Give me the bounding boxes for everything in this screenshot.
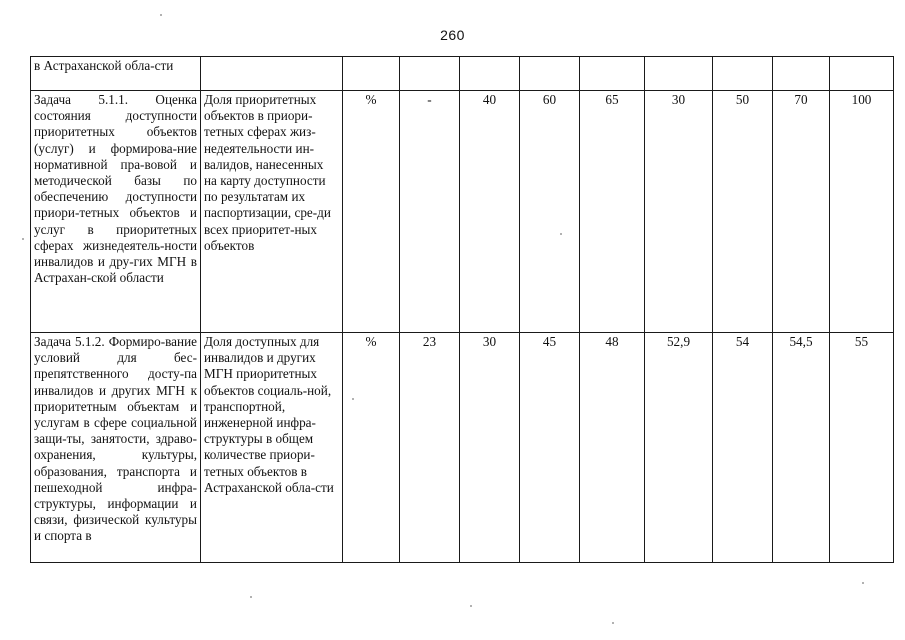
value-cell-empty	[400, 57, 460, 91]
unit-cell: %	[343, 91, 400, 333]
value-cell: 60	[520, 91, 580, 333]
value-cell: -	[400, 91, 460, 333]
scan-speck	[612, 622, 614, 624]
value-cell-empty	[460, 57, 520, 91]
value-cell-empty	[713, 57, 773, 91]
page-number: 260	[440, 27, 465, 43]
value-cell: 55	[830, 333, 894, 563]
value-cell: 100	[830, 91, 894, 333]
value-cell: 70	[773, 91, 830, 333]
scan-speck	[352, 398, 354, 400]
scan-speck	[470, 605, 472, 607]
scan-speck	[560, 233, 562, 235]
task-cell: Задача 5.1.2. Формиро-вание условий для бес-препятственного досту-па инвалидов и других МГН к приоритетным объектам и услугам в сфере социальной защи-ты, занятости, здраво-охранения, культуры, образования, транспорта и пешеходной инфра-структуры, информации и связи, физической культуры и спорта в	[31, 333, 201, 563]
scan-speck	[22, 238, 24, 240]
value-cell: 54	[713, 333, 773, 563]
table-row	[31, 333, 894, 563]
value-cell: 48	[580, 333, 645, 563]
task-cell: в Астраханской обла-сти	[31, 57, 201, 91]
value-cell: 54,5	[773, 333, 830, 563]
table-row	[31, 91, 894, 333]
value-cell-empty	[773, 57, 830, 91]
scan-speck	[250, 596, 252, 598]
value-cell: 23	[400, 333, 460, 563]
value-cell: 52,9	[645, 333, 713, 563]
value-cell: 30	[460, 333, 520, 563]
unit-cell: %	[343, 333, 400, 563]
value-cell-empty	[580, 57, 645, 91]
value-cell: 40	[460, 91, 520, 333]
table-row-continued	[31, 57, 894, 91]
indicator-cell-empty	[201, 57, 343, 91]
value-cell: 45	[520, 333, 580, 563]
value-cell: 65	[580, 91, 645, 333]
value-cell: 30	[645, 91, 713, 333]
indicator-cell: Доля приоритетных объектов в приори-тетных сферах жиз-недеятельности ин-валидов, нанесенных на карту доступности по результатам их паспортизации, сре-ди всех приоритет-ных объектов	[201, 91, 343, 333]
indicator-cell: Доля доступных для инвалидов и других МГН приоритетных объектов социаль-ной, транспортной, инженерной инфра-структуры в общем количестве приори-тетных объектов в Астраханской обла-сти	[201, 333, 343, 563]
value-cell: 50	[713, 91, 773, 333]
scan-speck	[160, 14, 162, 16]
unit-cell-empty	[343, 57, 400, 91]
value-cell-empty	[520, 57, 580, 91]
value-cell-empty	[830, 57, 894, 91]
task-cell: Задача 5.1.1. Оценка состояния доступности приоритетных объектов (услуг) и формирова-ние нормативной пра-вовой и методической базы по обеспечению доступности приори-тетных объектов и услуг в приоритетных сферах жизнедеятель-ности инвалидов и дру-гих МГН в Астрахан-ской области	[31, 91, 201, 333]
scan-speck	[862, 582, 864, 584]
indicators-table	[30, 56, 894, 563]
value-cell-empty	[645, 57, 713, 91]
